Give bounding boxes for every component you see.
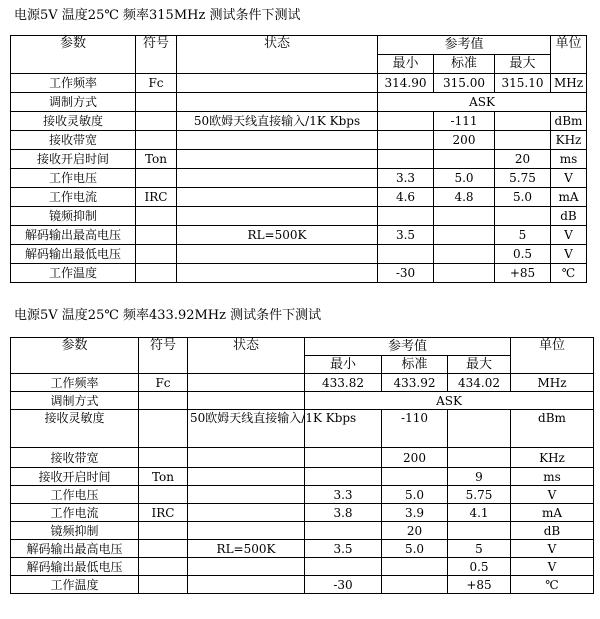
- condition-cell: [177, 93, 378, 112]
- table-row: [11, 188, 587, 207]
- unit-cell: V: [511, 558, 594, 576]
- param-cell: 解码输出最低电压: [11, 558, 139, 576]
- symbol-cell: [136, 93, 177, 112]
- symbol-cell: [139, 522, 188, 540]
- min-cell: [305, 558, 382, 576]
- max-cell: 5: [448, 540, 511, 558]
- max-cell: 5: [495, 226, 551, 245]
- max-cell: 9: [448, 468, 511, 486]
- unit-cell: KHz: [511, 448, 594, 468]
- typ-cell: [382, 576, 448, 594]
- condition-cell: [188, 504, 305, 522]
- reference-header: 参考值: [378, 36, 551, 55]
- table-row: [11, 93, 587, 112]
- unit-cell: KHz: [551, 131, 587, 150]
- max-cell: [448, 522, 511, 540]
- unit-cell: ms: [551, 150, 587, 169]
- param-header: 参数: [11, 338, 139, 374]
- typ-cell: [434, 245, 495, 264]
- unit-cell: dBm: [551, 112, 587, 131]
- symbol-cell: [136, 245, 177, 264]
- reference-header: 参考值: [305, 338, 511, 356]
- condition-cell: [177, 264, 378, 283]
- max-cell: [448, 410, 511, 448]
- symbol-cell: [139, 486, 188, 504]
- unit-cell: V: [551, 226, 587, 245]
- min-cell: [305, 522, 382, 540]
- typ-cell: -110: [382, 410, 448, 448]
- param-cell: 接收开启时间: [11, 468, 139, 486]
- max-cell: 0.5: [495, 245, 551, 264]
- param-cell: 接收灵敏度: [11, 410, 139, 448]
- table-row: [11, 207, 587, 226]
- unit-cell: mA: [511, 504, 594, 522]
- symbol-cell: [136, 169, 177, 188]
- typ-cell: 433.92: [382, 374, 448, 392]
- param-cell: 工作频率: [11, 374, 139, 392]
- table1-caption: 电源5V 温度25℃ 频率315MHz 测试条件下测试: [14, 8, 301, 23]
- condition-header: 状态: [177, 36, 378, 74]
- typ-cell: 200: [434, 131, 495, 150]
- condition-cell: [177, 150, 378, 169]
- modulation-value-cell: ASK: [305, 392, 594, 410]
- unit-cell: ℃: [551, 264, 587, 283]
- max-cell: 5.0: [495, 188, 551, 207]
- typ-cell: [382, 468, 448, 486]
- typ-cell: 5.0: [382, 486, 448, 504]
- symbol-cell: [139, 540, 188, 558]
- condition-cell: [188, 448, 305, 468]
- min-cell: -30: [305, 576, 382, 594]
- min-cell: [378, 112, 434, 131]
- typ-cell: 20: [382, 522, 448, 540]
- unit-header: 单位: [511, 338, 594, 374]
- param-cell: 工作电压: [11, 169, 136, 188]
- max-cell: 4.1: [448, 504, 511, 522]
- min-cell: [378, 131, 434, 150]
- condition-cell: [188, 468, 305, 486]
- param-cell: 调制方式: [11, 93, 136, 112]
- max-cell: 315.10: [495, 74, 551, 93]
- unit-cell: mA: [551, 188, 587, 207]
- min-cell: [378, 207, 434, 226]
- symbol-cell: [136, 112, 177, 131]
- condition-cell: [188, 576, 305, 594]
- param-header: 参数: [11, 36, 136, 74]
- max-cell: 0.5: [448, 558, 511, 576]
- unit-cell: V: [551, 169, 587, 188]
- typ-cell: 4.8: [434, 188, 495, 207]
- table-row: [11, 468, 594, 486]
- typ-cell: 5.0: [434, 169, 495, 188]
- max-cell: +85: [448, 576, 511, 594]
- condition-cell: [188, 522, 305, 540]
- condition-cell: [177, 207, 378, 226]
- max-cell: 5.75: [495, 169, 551, 188]
- table-row: [11, 150, 587, 169]
- unit-cell: V: [551, 245, 587, 264]
- typ-cell: 3.9: [382, 504, 448, 522]
- table-row: [11, 558, 594, 576]
- table-row: [11, 504, 594, 522]
- table-row: [11, 264, 587, 283]
- min-cell: 433.82: [305, 374, 382, 392]
- header-row: [11, 36, 587, 55]
- min-cell: [378, 150, 434, 169]
- table-row: [11, 74, 587, 93]
- table-row: [11, 576, 594, 594]
- param-cell: 工作频率: [11, 74, 136, 93]
- min-header: 最小: [305, 356, 382, 374]
- table2-caption: 电源5V 温度25℃ 频率433.92MHz 测试条件下测试: [14, 308, 322, 323]
- table-row: [11, 410, 594, 448]
- table-row: [11, 486, 594, 504]
- symbol-cell: [136, 131, 177, 150]
- unit-header: 单位: [551, 36, 587, 74]
- typ-cell: 315.00: [434, 74, 495, 93]
- spec-table-315mhz: [10, 35, 587, 283]
- symbol-header: 符号: [139, 338, 188, 374]
- max-cell: 20: [495, 150, 551, 169]
- table-row: [11, 374, 594, 392]
- min-cell: 3.3: [305, 486, 382, 504]
- typ-cell: [434, 264, 495, 283]
- param-cell: 接收带宽: [11, 131, 136, 150]
- min-cell: 3.3: [378, 169, 434, 188]
- header-row: [11, 338, 594, 356]
- param-cell: 工作电流: [11, 188, 136, 207]
- symbol-cell: [139, 558, 188, 576]
- symbol-cell: Ton: [139, 468, 188, 486]
- unit-cell: ℃: [511, 576, 594, 594]
- min-cell: 3.5: [305, 540, 382, 558]
- unit-cell: ms: [511, 468, 594, 486]
- unit-cell: dBm: [511, 410, 594, 448]
- param-cell: 解码输出最低电压: [11, 245, 136, 264]
- symbol-cell: [139, 410, 188, 448]
- table-row: [11, 540, 594, 558]
- typ-header: 标准: [434, 55, 495, 74]
- symbol-cell: [136, 207, 177, 226]
- param-cell: 工作温度: [11, 264, 136, 283]
- unit-cell: dB: [511, 522, 594, 540]
- min-cell: [378, 245, 434, 264]
- symbol-cell: Fc: [136, 74, 177, 93]
- param-cell: 解码输出最高电压: [11, 226, 136, 245]
- condition-cell: [188, 486, 305, 504]
- max-cell: [495, 207, 551, 226]
- typ-cell: [434, 207, 495, 226]
- typ-cell: -111: [434, 112, 495, 131]
- max-cell: 5.75: [448, 486, 511, 504]
- condition-cell: [188, 558, 305, 576]
- modulation-value-cell: ASK: [378, 93, 587, 112]
- table-row: [11, 522, 594, 540]
- symbol-cell: [139, 448, 188, 468]
- param-cell: 工作电流: [11, 504, 139, 522]
- param-cell: 接收开启时间: [11, 150, 136, 169]
- condition-cell: RL=500K: [177, 226, 378, 245]
- max-cell: 434.02: [448, 374, 511, 392]
- symbol-cell: [139, 576, 188, 594]
- typ-header: 标准: [382, 356, 448, 374]
- max-cell: [495, 112, 551, 131]
- symbol-cell: [139, 392, 188, 410]
- param-cell: 接收带宽: [11, 448, 139, 468]
- spec-table-433mhz: [10, 337, 594, 594]
- typ-cell: 5.0: [382, 540, 448, 558]
- table-row: [11, 131, 587, 150]
- symbol-cell: IRC: [136, 188, 177, 207]
- param-cell: 镜频抑制: [11, 522, 139, 540]
- min-cell: [305, 468, 382, 486]
- param-cell: 工作电压: [11, 486, 139, 504]
- table-row: [11, 169, 587, 188]
- symbol-cell: [136, 264, 177, 283]
- param-cell: 接收灵敏度: [11, 112, 136, 131]
- condition-cell: [177, 169, 378, 188]
- typ-cell: [434, 150, 495, 169]
- symbol-cell: IRC: [139, 504, 188, 522]
- symbol-header: 符号: [136, 36, 177, 74]
- condition-cell: 50欧姆天线直接输入/1K Kbps: [177, 112, 378, 131]
- max-cell: [495, 131, 551, 150]
- table-row: [11, 112, 587, 131]
- table-row: [11, 226, 587, 245]
- condition-cell: 50欧姆天线直接输入/1K Kbps: [188, 410, 305, 448]
- min-cell: 3.8: [305, 504, 382, 522]
- param-cell: 解码输出最高电压: [11, 540, 139, 558]
- param-cell: 调制方式: [11, 392, 139, 410]
- symbol-cell: Fc: [139, 374, 188, 392]
- param-cell: 工作温度: [11, 576, 139, 594]
- typ-cell: [434, 226, 495, 245]
- condition-cell: [188, 374, 305, 392]
- condition-cell: [177, 245, 378, 264]
- max-header: 最大: [448, 356, 511, 374]
- param-cell: 镜频抑制: [11, 207, 136, 226]
- condition-cell: [188, 392, 305, 410]
- table-row: [11, 392, 594, 410]
- condition-header: 状态: [188, 338, 305, 374]
- table-row: [11, 448, 594, 468]
- condition-cell: RL=500K: [188, 540, 305, 558]
- table-row: [11, 245, 587, 264]
- min-cell: 314.90: [378, 74, 434, 93]
- condition-cell: [177, 188, 378, 207]
- max-header: 最大: [495, 55, 551, 74]
- typ-cell: 200: [382, 448, 448, 468]
- condition-cell: [177, 131, 378, 150]
- min-cell: -30: [378, 264, 434, 283]
- typ-cell: [382, 558, 448, 576]
- unit-cell: V: [511, 540, 594, 558]
- max-cell: [448, 448, 511, 468]
- symbol-cell: [136, 226, 177, 245]
- unit-cell: V: [511, 486, 594, 504]
- condition-cell: [177, 74, 378, 93]
- unit-cell: MHz: [511, 374, 594, 392]
- min-header: 最小: [378, 55, 434, 74]
- min-cell: 4.6: [378, 188, 434, 207]
- min-cell: [305, 448, 382, 468]
- max-cell: +85: [495, 264, 551, 283]
- symbol-cell: Ton: [136, 150, 177, 169]
- unit-cell: MHz: [551, 74, 587, 93]
- min-cell: 3.5: [378, 226, 434, 245]
- unit-cell: dB: [551, 207, 587, 226]
